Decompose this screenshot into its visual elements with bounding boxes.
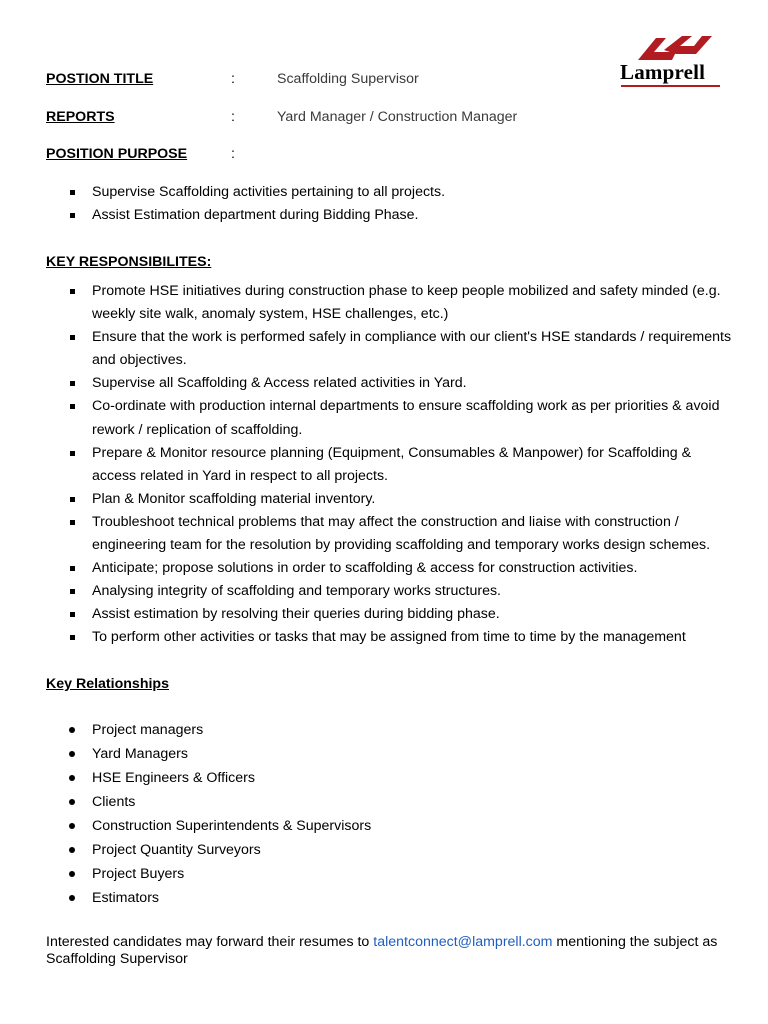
position-purpose-colon: :	[231, 146, 235, 162]
list-item: To perform other activities or tasks that may be assigned from time to time by the management	[46, 626, 736, 649]
purpose-list	[46, 181, 736, 227]
list-item: Anticipate; propose solutions in order to scaffolding & access for construction activities.	[46, 557, 736, 580]
logo-wordmark: Lamprell	[620, 60, 706, 84]
list-item: Project Quantity Surveyors	[46, 838, 726, 862]
application-instructions	[46, 934, 736, 968]
relationships-list	[46, 718, 726, 910]
position-title-row	[46, 70, 726, 88]
responsibilities-list	[46, 280, 736, 650]
list-item: HSE Engineers & Officers	[46, 766, 726, 790]
position-purpose-row	[46, 145, 726, 163]
list-item: Yard Managers	[46, 742, 726, 766]
list-item: Assist Estimation department during Bidding Phase.	[46, 204, 736, 227]
list-item: Estimators	[46, 886, 726, 910]
list-item: Clients	[46, 790, 726, 814]
list-item: Project Buyers	[46, 862, 726, 886]
list-item: Project managers	[46, 718, 726, 742]
position-title-colon: :	[231, 71, 235, 87]
position-title-label: POSTION TITLE	[46, 71, 154, 87]
list-item: Supervise all Scaffolding & Access related activities in Yard.	[46, 372, 736, 395]
position-purpose-label: POSITION PURPOSE	[46, 146, 188, 162]
contact-email-link[interactable]: talentconnect@lamprell.com	[373, 934, 553, 950]
lamprell-mark-icon	[620, 34, 722, 62]
list-item: Promote HSE initiatives during construction phase to keep people mobilized and safety minded (e.g. weekly site walk, anomaly system, HSE challenges, etc.)	[46, 280, 736, 326]
list-item: Construction Superintendents & Supervisors	[46, 814, 726, 838]
list-item: Plan & Monitor scaffolding material inventory.	[46, 488, 736, 511]
reports-row	[46, 108, 726, 126]
reports-value: Yard Manager / Construction Manager	[277, 109, 518, 125]
position-title-value: Scaffolding Supervisor	[277, 71, 419, 87]
footer-text-after: mentioning the subject as Scaffolding Supervisor	[46, 934, 718, 967]
list-item: Ensure that the work is performed safely in compliance with our client's HSE standards / requirements and objectives.	[46, 326, 736, 372]
reports-label: REPORTS	[46, 109, 115, 125]
key-responsibilities-heading: KEY RESPONSIBILITES:	[46, 254, 212, 270]
list-item: Co-ordinate with production internal departments to ensure scaffolding work as per priorities & avoid rework / replication of scaffolding.	[46, 395, 736, 441]
reports-colon: :	[231, 109, 235, 125]
list-item: Supervise Scaffolding activities pertaining to all projects.	[46, 181, 736, 204]
list-item: Analysing integrity of scaffolding and temporary works structures.	[46, 580, 736, 603]
list-item: Assist estimation by resolving their queries during bidding phase.	[46, 603, 736, 626]
footer-text-before: Interested candidates may forward their resumes to	[46, 934, 374, 950]
list-item: Prepare & Monitor resource planning (Equipment, Consumables & Manpower) for Scaffolding & access related in Yard in respect to all projects.	[46, 442, 736, 488]
key-relationships-heading: Key Relationships	[46, 676, 169, 692]
list-item: Troubleshoot technical problems that may affect the construction and liaise with construction / engineering team for the resolution by providing scaffolding and temporary works design schemes.	[46, 511, 736, 557]
